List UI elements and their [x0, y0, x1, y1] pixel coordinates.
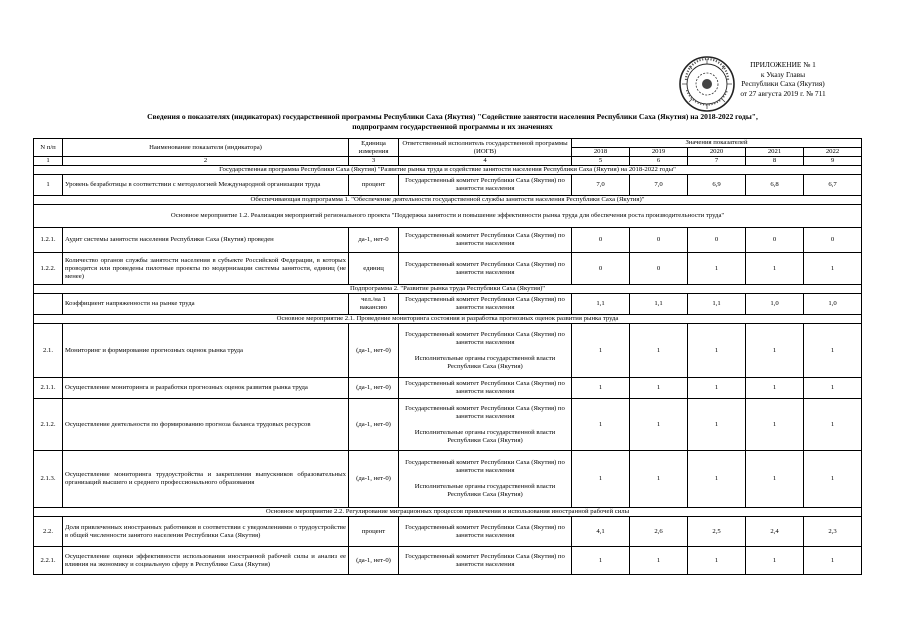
row-exec: Государственный комитет Республики Саха (Якутия) по занятости населения — [399, 378, 572, 399]
section-row — [34, 508, 862, 517]
section-row — [34, 196, 862, 205]
row-num: 1.2.1. — [34, 228, 63, 253]
appendix-line: к Указу Главы — [760, 69, 806, 79]
section-row — [34, 285, 862, 294]
row-name: Доля привлеченных иностранных работников в соответствии с уведомлениями о трудоустройстве в общей численности занятого населения Республики Саха (Якутия) — [63, 517, 349, 547]
row-value: 1,1 — [688, 294, 746, 315]
row-value: 1 — [572, 324, 630, 378]
row-value: 1 — [688, 451, 746, 508]
row-value: 2,3 — [804, 517, 862, 547]
row-value: 1 — [746, 253, 804, 285]
col-number: 9 — [804, 157, 862, 166]
row-exec: Государственный комитет Республики Саха (Якутия) по занятости населения — [399, 253, 572, 285]
row-num: 2.2.1. — [34, 547, 63, 575]
header-num: N п/п — [34, 139, 63, 157]
row-value: 0 — [630, 253, 688, 285]
row-value: 1 — [804, 399, 862, 451]
table-row — [34, 253, 862, 285]
header-year: 2020 — [688, 148, 746, 157]
section-event12: Основное мероприятие 1.2. Реализация мероприятий регионального проекта "Поддержка занятости и повышение эффективности рынка труда для обеспечения роста производительности труда" — [34, 205, 862, 228]
row-num: 1 — [34, 175, 63, 196]
col-number: 4 — [399, 157, 572, 166]
row-num: 2.1. — [34, 324, 63, 378]
row-value: 2,6 — [630, 517, 688, 547]
row-value: 1,0 — [804, 294, 862, 315]
row-exec: Государственный комитет Республики Саха (Якутия) по занятости населения — [399, 175, 572, 196]
col-number: 1 — [34, 157, 63, 166]
table-row — [34, 324, 862, 378]
row-name: Аудит системы занятости населения Республики Саха (Якутия) проведен — [63, 228, 349, 253]
col-number: 3 — [349, 157, 399, 166]
row-exec-line: Исполнительные органы государственной власти Республики Саха (Якутия) — [414, 354, 556, 370]
row-exec-line: Государственный комитет Республики Саха (Якутия) по занятости населения — [405, 404, 565, 420]
title-line-1: Сведения о показателях (индикаторах) государственной программы Республики Саха (Якутия) "Содействие занятости населения Республики Саха (Якутия) на 2018-2022 годы", — [147, 112, 758, 121]
row-value: 1 — [688, 324, 746, 378]
row-exec-line: Исполнительные органы государственной власти Республики Саха (Якутия) — [414, 483, 556, 498]
row-name: Уровень безработицы в соответствии с методологией Международной организации труда — [63, 175, 349, 196]
row-value: 1 — [572, 547, 630, 575]
col-number: 6 — [630, 157, 688, 166]
row-value: 1 — [804, 547, 862, 575]
row-unit: процент — [349, 517, 399, 547]
row-value: 2,5 — [688, 517, 746, 547]
row-exec — [399, 324, 572, 378]
appendix-line: ПРИЛОЖЕНИЕ № 1 — [750, 60, 816, 69]
row-exec: Государственный комитет Республики Саха (Якутия) по занятости населения — [399, 294, 572, 315]
row-value: 1 — [630, 324, 688, 378]
indicators-table — [33, 138, 862, 575]
row-value: 0 — [572, 253, 630, 285]
row-value: 1 — [746, 378, 804, 399]
row-exec — [399, 399, 572, 451]
header-year: 2018 — [572, 148, 630, 157]
row-value: 0 — [572, 228, 630, 253]
row-exec: Государственный комитет Республики Саха (Якутия) по занятости населения — [399, 547, 572, 575]
row-value: 7,0 — [630, 175, 688, 196]
row-value: 1 — [572, 378, 630, 399]
row-value: 1 — [688, 253, 746, 285]
row-unit: (да-1, нет-0) — [349, 547, 399, 575]
row-unit: чел./на 1 вакансию — [349, 294, 399, 315]
appendix-line: Республики Саха (Якутия) — [741, 79, 825, 89]
table-row — [34, 294, 862, 315]
col-number: 8 — [746, 157, 804, 166]
row-value: 1 — [572, 399, 630, 451]
header-row — [34, 139, 862, 148]
row-name: Осуществление оценки эффективности использования иностранной рабочей силы и анализ ее влияния на экономику и социальную сферу в Республике Саха (Якутия) — [63, 547, 349, 575]
row-num: 1.2.2. — [34, 253, 63, 285]
row-value: 6,7 — [804, 175, 862, 196]
row-exec: Государственный комитет Республики Саха (Якутия) по занятости населения — [399, 228, 572, 253]
row-value: 0 — [688, 228, 746, 253]
row-value: 1 — [746, 324, 804, 378]
row-unit: процент — [349, 175, 399, 196]
table-row — [34, 547, 862, 575]
section-row — [34, 205, 862, 228]
header-year: 2022 — [804, 148, 862, 157]
row-num: 2.1.2. — [34, 399, 63, 451]
section-row — [34, 315, 862, 324]
column-numbers-row — [34, 157, 862, 166]
row-value: 1 — [630, 378, 688, 399]
row-value: 6,9 — [688, 175, 746, 196]
row-value: 4,1 — [572, 517, 630, 547]
col-number: 2 — [63, 157, 349, 166]
row-value: 1 — [688, 378, 746, 399]
row-exec-line: Исполнительные органы государственной власти Республики Саха (Якутия) — [414, 428, 556, 444]
row-value: 1 — [630, 451, 688, 508]
row-exec — [399, 451, 572, 508]
table-row — [34, 378, 862, 399]
row-value: 1 — [630, 547, 688, 575]
row-exec: Государственный комитет Республики Саха (Якутия) по занятости населения — [399, 517, 572, 547]
row-name: Осуществление мониторинга и разработки прогнозных оценок развития рынка труда — [63, 378, 349, 399]
row-exec-line: Государственный комитет Республики Саха (Якутия) по занятости населения — [405, 330, 565, 346]
appendix-line: от 27 августа 2019 г. № 711 — [740, 88, 826, 98]
row-value: 1,0 — [746, 294, 804, 315]
col-number: 5 — [572, 157, 630, 166]
col-number: 7 — [688, 157, 746, 166]
row-value: 0 — [746, 228, 804, 253]
section-event22: Основное мероприятие 2.2. Регулирование миграционных процессов привлечения и использования иностранной рабочей силы — [34, 508, 862, 517]
section-sub1: Обеспечивающая подпрограмма 1. "Обеспечение деятельности государственной службы занятости населения Республики Саха (Якутия)" — [34, 196, 862, 205]
row-unit: единиц — [349, 253, 399, 285]
row-value: 1 — [746, 547, 804, 575]
row-value: 1,1 — [572, 294, 630, 315]
row-value: 2,4 — [746, 517, 804, 547]
section-row — [34, 166, 862, 175]
row-value: 1 — [804, 324, 862, 378]
row-value: 1 — [804, 378, 862, 399]
row-unit: (да-1, нет-0) — [349, 378, 399, 399]
row-num: 2.2. — [34, 517, 63, 547]
table-row — [34, 175, 862, 196]
header-year: 2019 — [630, 148, 688, 157]
title-line-2: подпрограмм государственной программы и их значениях — [352, 121, 553, 131]
row-name: Коэффициент напряженности на рынке труда — [63, 294, 349, 315]
table-row — [34, 399, 862, 451]
row-unit: (да-1, нет-0) — [349, 324, 399, 378]
appendix-block — [728, 60, 838, 98]
row-value: 1 — [746, 399, 804, 451]
section-program: Государственная программа Республики Саха (Якутия) "Развитие рынка труда и содействие занятости населения Республики Саха (Якутия) на 2018-2022 годы" — [34, 166, 862, 175]
row-num: 2.1.3. — [34, 451, 63, 508]
table-row — [34, 228, 862, 253]
row-name: Осуществление мониторинга трудоустройства и закрепления выпускников образовательных организаций высшего и среднего профессионального образования — [63, 451, 349, 508]
row-unit: (да-1, нет-0) — [349, 399, 399, 451]
section-event21: Основное мероприятие 2.1. Проведение мониторинга состояния и разработка прогнозных оценок развития рынка труда — [34, 315, 862, 324]
table-row — [34, 517, 862, 547]
row-value: 1 — [688, 547, 746, 575]
row-value: 1 — [688, 399, 746, 451]
row-unit: (да-1, нет-0) — [349, 451, 399, 508]
row-name: Мониторинг и формирование прогнозных оценок рынка труда — [63, 324, 349, 378]
header-exec: Ответственный исполнитель государственной программы (ИОГВ) — [399, 139, 572, 157]
section-sub2: Подпрограмма 2. "Развитие рынка труда Республики Саха (Якутия)" — [34, 285, 862, 294]
header-values: Значения показателей — [572, 139, 862, 148]
row-value: 1 — [572, 451, 630, 508]
row-value: 6,8 — [746, 175, 804, 196]
row-value: 1,1 — [630, 294, 688, 315]
row-value: 7,0 — [572, 175, 630, 196]
row-num — [34, 294, 63, 315]
table-row — [34, 451, 862, 508]
row-unit: да-1, нет-0 — [349, 228, 399, 253]
row-value: 1 — [630, 399, 688, 451]
header-name: Наименование показателя (индикатора) — [63, 139, 349, 157]
row-num: 2.1.1. — [34, 378, 63, 399]
row-name: Осуществление деятельности по формированию прогноза баланса трудовых ресурсов — [63, 399, 349, 451]
header-year: 2021 — [746, 148, 804, 157]
row-value: 0 — [630, 228, 688, 253]
row-name: Количество органов службы занятости населения в субъекте Российской Федерации, в которых проводятся или проведены пилотные проекты по модернизации системы занятости, единиц (не менее) — [63, 253, 349, 285]
row-value: 0 — [804, 228, 862, 253]
row-value: 1 — [804, 253, 862, 285]
header-unit: Единица измерения — [349, 139, 399, 157]
row-value: 1 — [804, 451, 862, 508]
row-value: 1 — [746, 451, 804, 508]
document-title — [60, 112, 845, 131]
row-exec-line: Государственный комитет Республики Саха (Якутия) по занятости населения — [405, 459, 565, 474]
